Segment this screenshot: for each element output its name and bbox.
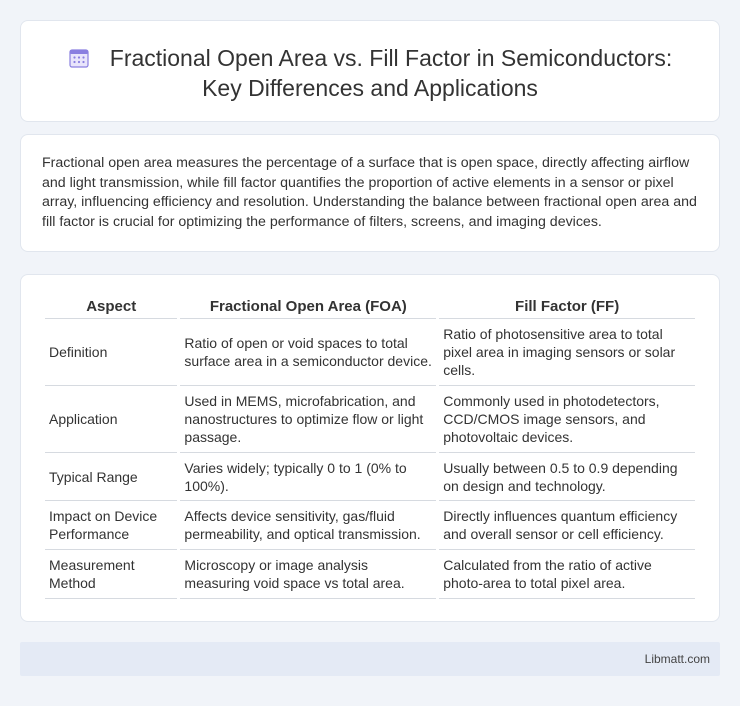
table-row xyxy=(45,550,695,599)
table-row xyxy=(45,386,695,453)
table-header-row xyxy=(45,297,695,319)
cell-aspect: Definition xyxy=(45,319,177,386)
cell-foa: Affects device sensitivity, gas/fluid permeability, and optical transmission. xyxy=(180,501,436,550)
cell-ff: Commonly used in photodetectors, CCD/CMOS image sensors, and photovoltaic devices. xyxy=(439,386,695,453)
cell-aspect: Typical Range xyxy=(45,453,177,501)
title-line-2: Key Differences and Applications xyxy=(202,75,538,101)
table-row xyxy=(45,319,695,386)
intro-card xyxy=(20,134,720,252)
calendar-grid-icon xyxy=(68,46,90,68)
cell-foa: Varies widely; typically 0 to 1 (0% to 100%). xyxy=(180,453,436,501)
title-line-1: Fractional Open Area vs. Fill Factor in Semiconductors: xyxy=(109,45,673,71)
header-ff: Fill Factor (FF) xyxy=(439,297,695,319)
cell-ff: Ratio of photosensitive area to total pixel area in imaging sensors or solar cells. xyxy=(439,319,695,386)
comparison-card xyxy=(20,274,720,622)
comparison-table xyxy=(42,297,698,599)
table-row xyxy=(45,453,695,501)
footer-brand-link[interactable]: Libmatt.com xyxy=(644,652,710,666)
cell-aspect: Measurement Method xyxy=(45,550,177,599)
cell-foa: Microscopy or image analysis measuring void space vs total area. xyxy=(180,550,436,599)
intro-paragraph: Fractional open area measures the percentage of a surface that is open space, directly affecting airflow and light transmission, while fill factor quantifies the proportion of active elements in a sensor or pixel array, influencing efficiency and resolution. Understanding the balance between fractional open area and fill factor is crucial for optimizing the performance of filters, screens, and imaging devices. xyxy=(42,155,697,230)
cell-ff: Calculated from the ratio of active photo-area to total pixel area. xyxy=(439,550,695,599)
page-title xyxy=(21,43,719,103)
cell-foa: Ratio of open or void spaces to total surface area in a semiconductor device. xyxy=(180,319,436,386)
title-card xyxy=(20,20,720,122)
cell-aspect: Application xyxy=(45,386,177,453)
header-foa: Fractional Open Area (FOA) xyxy=(180,297,436,319)
cell-ff: Usually between 0.5 to 0.9 depending on design and technology. xyxy=(439,453,695,501)
header-aspect: Aspect xyxy=(45,297,177,319)
table-row xyxy=(45,501,695,550)
cell-ff: Directly influences quantum efficiency and overall sensor or cell efficiency. xyxy=(439,501,695,550)
footer-bar xyxy=(20,642,720,676)
cell-foa: Used in MEMS, microfabrication, and nanostructures to optimize flow or light passage. xyxy=(180,386,436,453)
cell-aspect: Impact on Device Performance xyxy=(45,501,177,550)
